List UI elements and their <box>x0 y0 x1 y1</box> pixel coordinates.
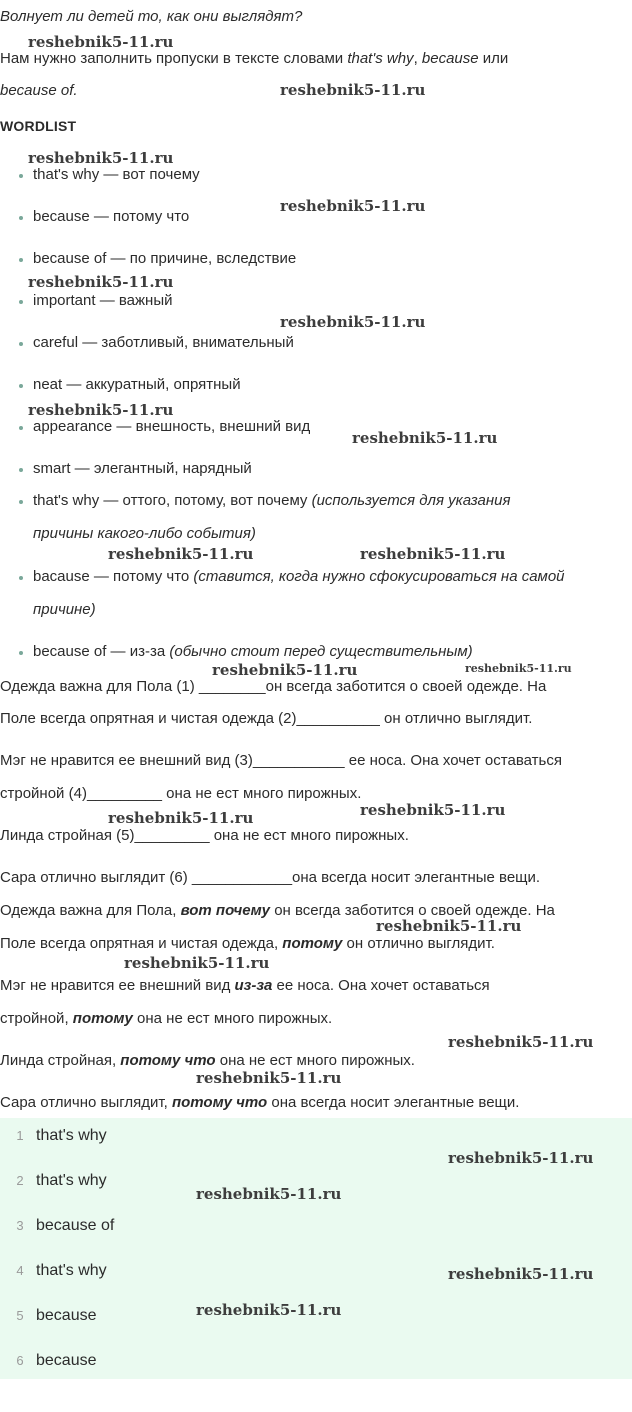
answer-number: 2 <box>16 1173 24 1188</box>
wordlist-item: because — потому что <box>33 208 190 225</box>
answer-number: 6 <box>16 1353 24 1368</box>
task-description: Нам нужно заполнить пропуски в тексте словами that's why, because или <box>0 50 509 67</box>
wordlist-item: neat — аккуратный, опрятный <box>33 376 241 393</box>
wordlist-item: careful — заботливый, внимательный <box>33 334 294 351</box>
filled-line: Линда стройная, потому что она не ест много пирожных. <box>0 1052 415 1069</box>
exercise-line: Одежда важна для Пола (1) ________он всегда заботится о своей одежде. На <box>0 678 547 695</box>
watermark: reshebnik5-11.ru <box>465 662 572 675</box>
answer-text: because <box>36 1307 97 1324</box>
wordlist-note: because of — из-за (обычно стоит перед существительным) <box>33 643 473 660</box>
watermark: reshebnik5-11.ru <box>448 1033 594 1051</box>
watermark: reshebnik5-11.ru <box>108 545 254 563</box>
watermark: reshebnik5-11.ru <box>360 801 506 819</box>
watermark: reshebnik5-11.ru <box>280 197 426 215</box>
answer-number: 1 <box>16 1128 24 1143</box>
exercise-line: Линда стройная (5)_________ она не ест много пирожных. <box>0 827 409 844</box>
watermark: reshebnik5-11.ru <box>352 429 498 447</box>
answer-text: that's why <box>36 1172 107 1189</box>
filled-line: Сара отлично выглядит, потому что она всегда носит элегантные вещи. <box>0 1094 520 1111</box>
filled-line: стройной, потому она не ест много пирожных. <box>0 1010 333 1027</box>
answer-text: because <box>36 1352 97 1369</box>
filled-line: Мэг не нравится ее внешний вид из-за ее носа. Она хочет оставаться <box>0 977 490 994</box>
watermark: reshebnik5-11.ru <box>28 33 174 51</box>
answer-text: that's why <box>36 1262 107 1279</box>
wordlist-note-cont: причины какого-либо события) <box>33 525 256 542</box>
watermark: reshebnik5-11.ru <box>376 917 522 935</box>
answer-number: 5 <box>16 1308 24 1323</box>
watermark: reshebnik5-11.ru <box>448 1265 594 1283</box>
watermark: reshebnik5-11.ru <box>196 1301 342 1319</box>
wordlist-item: because of — по причине, вследствие <box>33 250 297 267</box>
wordlist-note-cont: причине) <box>33 601 96 618</box>
answer-text: because of <box>36 1217 115 1234</box>
exercise-line: Поле всегда опрятная и чистая одежда (2)__________ он отлично выглядит. <box>0 710 533 727</box>
answer-number: 4 <box>16 1263 24 1278</box>
wordlist-heading: WORDLIST <box>0 118 77 134</box>
watermark: reshebnik5-11.ru <box>360 545 506 563</box>
answer-text: that's why <box>36 1127 107 1144</box>
filled-line: Одежда важна для Пола, вот почему он всегда заботится о своей одежде. На <box>0 902 555 919</box>
watermark: reshebnik5-11.ru <box>448 1149 594 1167</box>
filled-line: Поле всегда опрятная и чистая одежда, потому он отлично выглядит. <box>0 935 495 952</box>
wordlist-item: appearance — внешность, внешний вид <box>33 418 311 435</box>
watermark: reshebnik5-11.ru <box>196 1069 342 1087</box>
watermark: reshebnik5-11.ru <box>280 81 426 99</box>
wordlist-note: bacause — потому что (ставится, когда нужно сфокусироваться на самой <box>33 568 565 585</box>
exercise-line: стройной (4)_________ она не ест много пирожных. <box>0 785 362 802</box>
wordlist-item: important — важный <box>33 292 173 309</box>
wordlist-note: that's why — оттого, потому, вот почему (используется для указания <box>33 492 511 509</box>
wordlist-item: that's why — вот почему <box>33 166 200 183</box>
question-title: Волнует ли детей то, как они выглядят? <box>0 8 303 25</box>
task-description-cont: because of. <box>0 82 78 99</box>
watermark: reshebnik5-11.ru <box>28 149 174 167</box>
watermark: reshebnik5-11.ru <box>212 661 358 679</box>
exercise-line: Сара отлично выглядит (6) ____________она всегда носит элегантные вещи. <box>0 869 541 886</box>
wordlist-item: smart — элегантный, нарядный <box>33 460 252 477</box>
watermark: reshebnik5-11.ru <box>28 401 174 419</box>
watermark: reshebnik5-11.ru <box>280 313 426 331</box>
watermark: reshebnik5-11.ru <box>196 1185 342 1203</box>
watermark: reshebnik5-11.ru <box>124 954 270 972</box>
answer-number: 3 <box>16 1218 24 1233</box>
watermark: reshebnik5-11.ru <box>28 273 174 291</box>
watermark: reshebnik5-11.ru <box>108 809 254 827</box>
exercise-line: Мэг не нравится ее внешний вид (3)___________ ее носа. Она хочет оставаться <box>0 752 562 769</box>
